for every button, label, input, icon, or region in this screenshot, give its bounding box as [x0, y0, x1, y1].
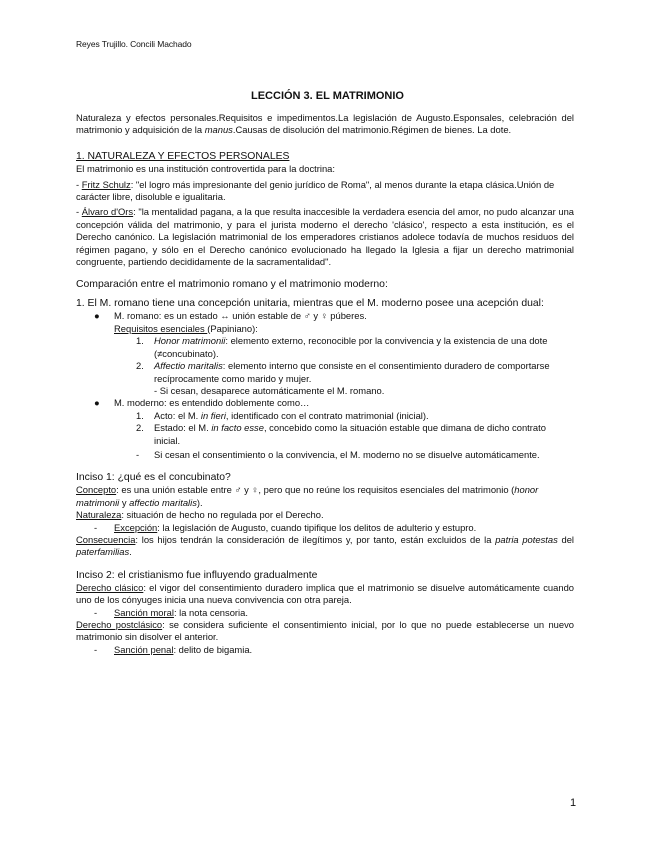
dors-quote — [76, 206, 574, 268]
dash-marker: - — [136, 448, 140, 460]
sancion-penal-text: : delito de bigamia. — [173, 643, 253, 655]
page-number: 1 — [570, 797, 577, 809]
bullet-icon: ● — [94, 397, 100, 409]
requirements-title: Requisitos esenciales — [114, 322, 208, 334]
dash-marker: - — [94, 606, 98, 618]
postclasico-paragraph — [76, 619, 574, 644]
term-patria-potestas: patria potestas — [495, 533, 558, 545]
numbered-item — [76, 422, 574, 447]
requirements-label — [76, 323, 574, 335]
list-item-roman — [76, 310, 574, 322]
naturaleza-label: Naturaleza — [76, 509, 122, 521]
item-number: 1. — [136, 409, 144, 421]
connector: del — [557, 533, 575, 545]
document-body — [76, 112, 574, 656]
requirements-source: (Papiniano): — [207, 322, 258, 334]
item-text: Estado: el M. — [154, 422, 212, 434]
concepto-paragraph — [76, 484, 574, 509]
numbered-item — [76, 360, 574, 385]
schulz-quote — [76, 179, 574, 204]
concepto-label: Concepto — [76, 484, 117, 496]
item-text: : elemento interno que consiste en el consentimiento duradero de comportarse recíprocamente como marido y mujer. — [154, 360, 550, 384]
comparison-point-1: 1. El M. romano tiene una concepción unitaria, mientras que el M. moderno posee una acepción dual: — [76, 298, 544, 310]
summary-term-manus: manus — [204, 124, 233, 136]
excepcion-item — [76, 522, 574, 534]
closing: ). — [196, 496, 203, 508]
inciso-2-heading: Inciso 2: el cristianismo fue influyendo gradualmente — [76, 569, 318, 581]
item-number: 2. — [136, 360, 144, 372]
author-header: Reyes Trujillo. Concili Machado — [76, 39, 192, 49]
term-paterfamilias: paterfamilias — [76, 546, 130, 558]
postclasico-label: Derecho postclásico — [76, 619, 163, 630]
dash-marker: - — [94, 643, 98, 655]
naturaleza-paragraph — [76, 509, 574, 521]
item-term: Affectio maritalis — [154, 360, 223, 372]
sancion-moral-label: Sanción moral — [114, 606, 174, 618]
lesson-summary — [76, 112, 574, 137]
consecuencia-text: : los hijos tendrán la consideración de ilegítimos y, por tanto, están excluidos de la — [135, 533, 496, 545]
clasico-text: : el vigor del consentimiento duradero implica que el matrimonio se disuelve automáticamente cuando uno de los cónyuges inicia una nueva convivencia con otra pareja. — [76, 581, 574, 606]
term-honor: honor matrimonii — [76, 484, 539, 508]
consecuencia-paragraph — [76, 534, 574, 559]
summary-text-a: Naturaleza y efectos personales.Requisitos e impedimentos.La legislación de Augusto.Esponsales, celebración del matrimonio y adquisición de la — [76, 112, 574, 136]
sancion-moral-text: : la nota censoria. — [173, 606, 248, 618]
clasico-label: Derecho clásico — [76, 581, 144, 593]
note-text: Si cesan el consentimiento o la convivencia, el M. moderno no se disuelve automáticamente. — [154, 448, 540, 460]
sancion-moral-item — [76, 607, 574, 619]
closing: . — [129, 546, 132, 558]
author-name-schulz: Fritz Schulz — [81, 178, 131, 190]
dash-marker: - — [94, 521, 98, 533]
item-term: in facto esse — [211, 422, 264, 434]
concepto-text: : es una unión estable entre ♂ y ♀, pero que no reúne los requisitos esenciales del matrimonio ( — [116, 484, 515, 496]
term-affectio: affectio maritalis — [129, 496, 197, 508]
dash-prefix: - — [76, 206, 82, 218]
quote-text: : "la mentalidad pagana, a la que resulta inaccesible la verdadera esencia del amor, no pudo alcanzar una concepción válida del matrimonio, y para el jurista moderno el derecho 'clásico', respecto a esta institución, es el Derecho canónico. La legislación matrimonial de los emperadores cristianos adolece todavía de muchos residuos del régimen pagano, y sólo en el Derecho canónico evolucionado ha llegado la Iglesia a fijar un derecho matrimonial congruente, partiendo decididamente de la sacramentalidad". — [76, 206, 574, 268]
list-item-text: M. moderno: es entendido doblemente como… — [114, 397, 310, 409]
connector: y — [119, 496, 130, 508]
numbered-item — [76, 410, 574, 422]
item-text: Acto: el M. — [154, 409, 201, 421]
inciso-1-heading: Inciso 1: ¿qué es el concubinato? — [76, 472, 231, 484]
sancion-penal-label: Sanción penal — [114, 643, 174, 655]
consecuencia-label: Consecuencia — [76, 533, 136, 545]
item-number: 2. — [136, 422, 144, 434]
section-heading: 1. NATURALEZA Y EFECTOS PERSONALES — [76, 150, 290, 162]
author-name-dors: Álvaro d'Ors — [81, 206, 134, 218]
excepcion-label: Excepción — [114, 521, 158, 533]
postclasico-text: : se considera suficiente el consentimiento inicial, por lo que no puede establecerse un nuevo matrimonio sin disolver el anterior. — [76, 619, 574, 643]
page-title: LECCIÓN 3. EL MATRIMONIO — [251, 90, 404, 102]
quote-text: : "el logro más impresionante del genio jurídico de Roma", al menos durante la etapa clásica.Unión de carácter libre, disoluble e igualitaria. — [76, 178, 555, 203]
naturaleza-text: : situación de hecho no regulada por el Derecho. — [121, 509, 324, 521]
excepcion-text: : la legislación de Augusto, cuando tipifique los delitos de adulterio y estupro. — [157, 521, 477, 533]
item-number: 1. — [136, 335, 144, 347]
dash-prefix: - — [76, 178, 82, 190]
item-text: , concebido como la situación estable que dimana de dicho contrato inicial. — [154, 422, 546, 446]
item-text: : elemento externo, reconocible por la convivencia y la existencia de una dote (≠concubinato). — [154, 335, 548, 359]
item-term: in fieri — [200, 409, 226, 421]
clasico-paragraph — [76, 582, 574, 607]
list-item-modern — [76, 397, 574, 409]
list-item-text: M. romano: es un estado ↔ unión estable de ♂ y ♀ púberes. — [114, 310, 367, 322]
section-intro: El matrimonio es una institución controvertida para la doctrina: — [76, 163, 335, 175]
comparison-heading: Comparación entre el matrimonio romano y el matrimonio moderno: — [76, 279, 388, 291]
item-text: , identificado con el contrato matrimonial (inicial). — [225, 409, 429, 421]
summary-text-b: .Causas de disolución del matrimonio.Régimen de bienes. La dote. — [232, 124, 512, 136]
numbered-item — [76, 335, 574, 360]
roman-note: - Si cesan, desaparece automáticamente el M. romano. — [154, 384, 385, 396]
sancion-penal-item — [76, 644, 574, 656]
item-term: Honor matrimonii — [154, 335, 226, 347]
modern-note — [76, 449, 574, 461]
bullet-icon: ● — [94, 310, 100, 322]
